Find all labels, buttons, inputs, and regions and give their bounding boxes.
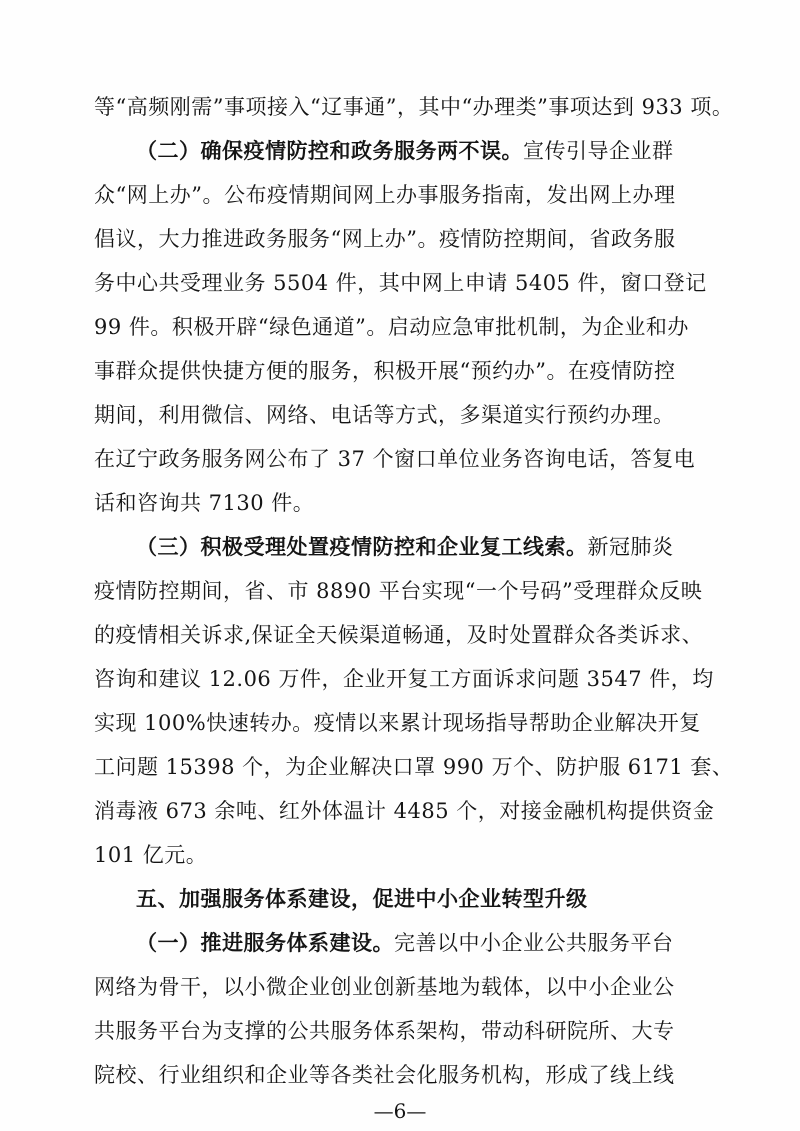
subheading-3: （三）积极受理处置疫情防控和企业复工线索。 — [136, 535, 588, 559]
body-line: 消毒液 673 余吨、红外体温计 4485 个，对接金融机构提供资金 — [94, 799, 715, 823]
body-text: 宣传引导企业群 — [523, 139, 674, 163]
paragraph-line — [136, 928, 674, 958]
body-line: 共服务平台为支撑的公共服务体系架构，带动科研院所、大专 — [94, 1019, 675, 1043]
body-line: 务中心共受理业务 5504 件，其中网上申请 5405 件，窗口登记 — [94, 271, 707, 295]
body-line: 事群众提供快捷方便的服务，积极开展“预约办”。在疫情防控 — [94, 359, 676, 383]
body-line: 网络为骨干，以小微企业创业创新基地为载体，以中小企业公 — [94, 975, 675, 999]
section-5-title: 五、加强服务体系建设，促进中小企业转型升级 — [136, 887, 588, 911]
page-number: —6— — [373, 1099, 427, 1123]
body-line: 99 件。积极开辟“绿色通道”。启动应急审批机制，为企业和办 — [94, 315, 689, 339]
paragraph-line — [136, 532, 674, 562]
body-line: 疫情防控期间，省、市 8890 平台实现“一个号码”受理群众反映 — [94, 579, 703, 603]
subheading-1: （一）推进服务体系建设。 — [136, 931, 394, 955]
body-line: 实现 100%快速转办。疫情以来累计现场指导帮助企业解决开复 — [94, 711, 701, 735]
body-text: 新冠肺炎 — [587, 535, 674, 559]
body-line: 倡议，大力推进政务服务“网上办”。疫情防控期间，省政务服 — [94, 227, 676, 251]
body-line: 等“高频刚需”事项接入“辽事通”，其中“办理类”事项达到 933 项。 — [94, 95, 734, 119]
body-line: 的疫情相关诉求,保证全天候渠道畅通，及时处置群众各类诉求、 — [94, 623, 704, 647]
body-line: 101 亿元。 — [94, 843, 208, 867]
paragraph-line — [136, 136, 674, 166]
body-line: 院校、行业组织和企业等各类社会化服务机构，形成了线上线 — [94, 1063, 675, 1087]
body-line: 工问题 15398 个，为企业解决口罩 990 万个、防护服 6171 套、 — [94, 755, 734, 779]
body-text: 完善以中小企业公共服务平台 — [394, 931, 674, 955]
body-line: 众“网上办”。公布疫情期间网上办事服务指南，发出网上办理 — [94, 183, 676, 207]
body-line: 咨询和建议 12.06 万件，企业开复工方面诉求问题 3547 件，均 — [94, 667, 714, 691]
body-line: 在辽宁政务服务网公布了 37 个窗口单位业务咨询电话，答复电 — [94, 447, 696, 471]
body-line: 期间，利用微信、网络、电话等方式，多渠道实行预约办理。 — [94, 403, 675, 427]
subheading-2: （二）确保疫情防控和政务服务两不误。 — [136, 139, 523, 163]
body-line: 话和咨询共 7130 件。 — [94, 491, 315, 515]
